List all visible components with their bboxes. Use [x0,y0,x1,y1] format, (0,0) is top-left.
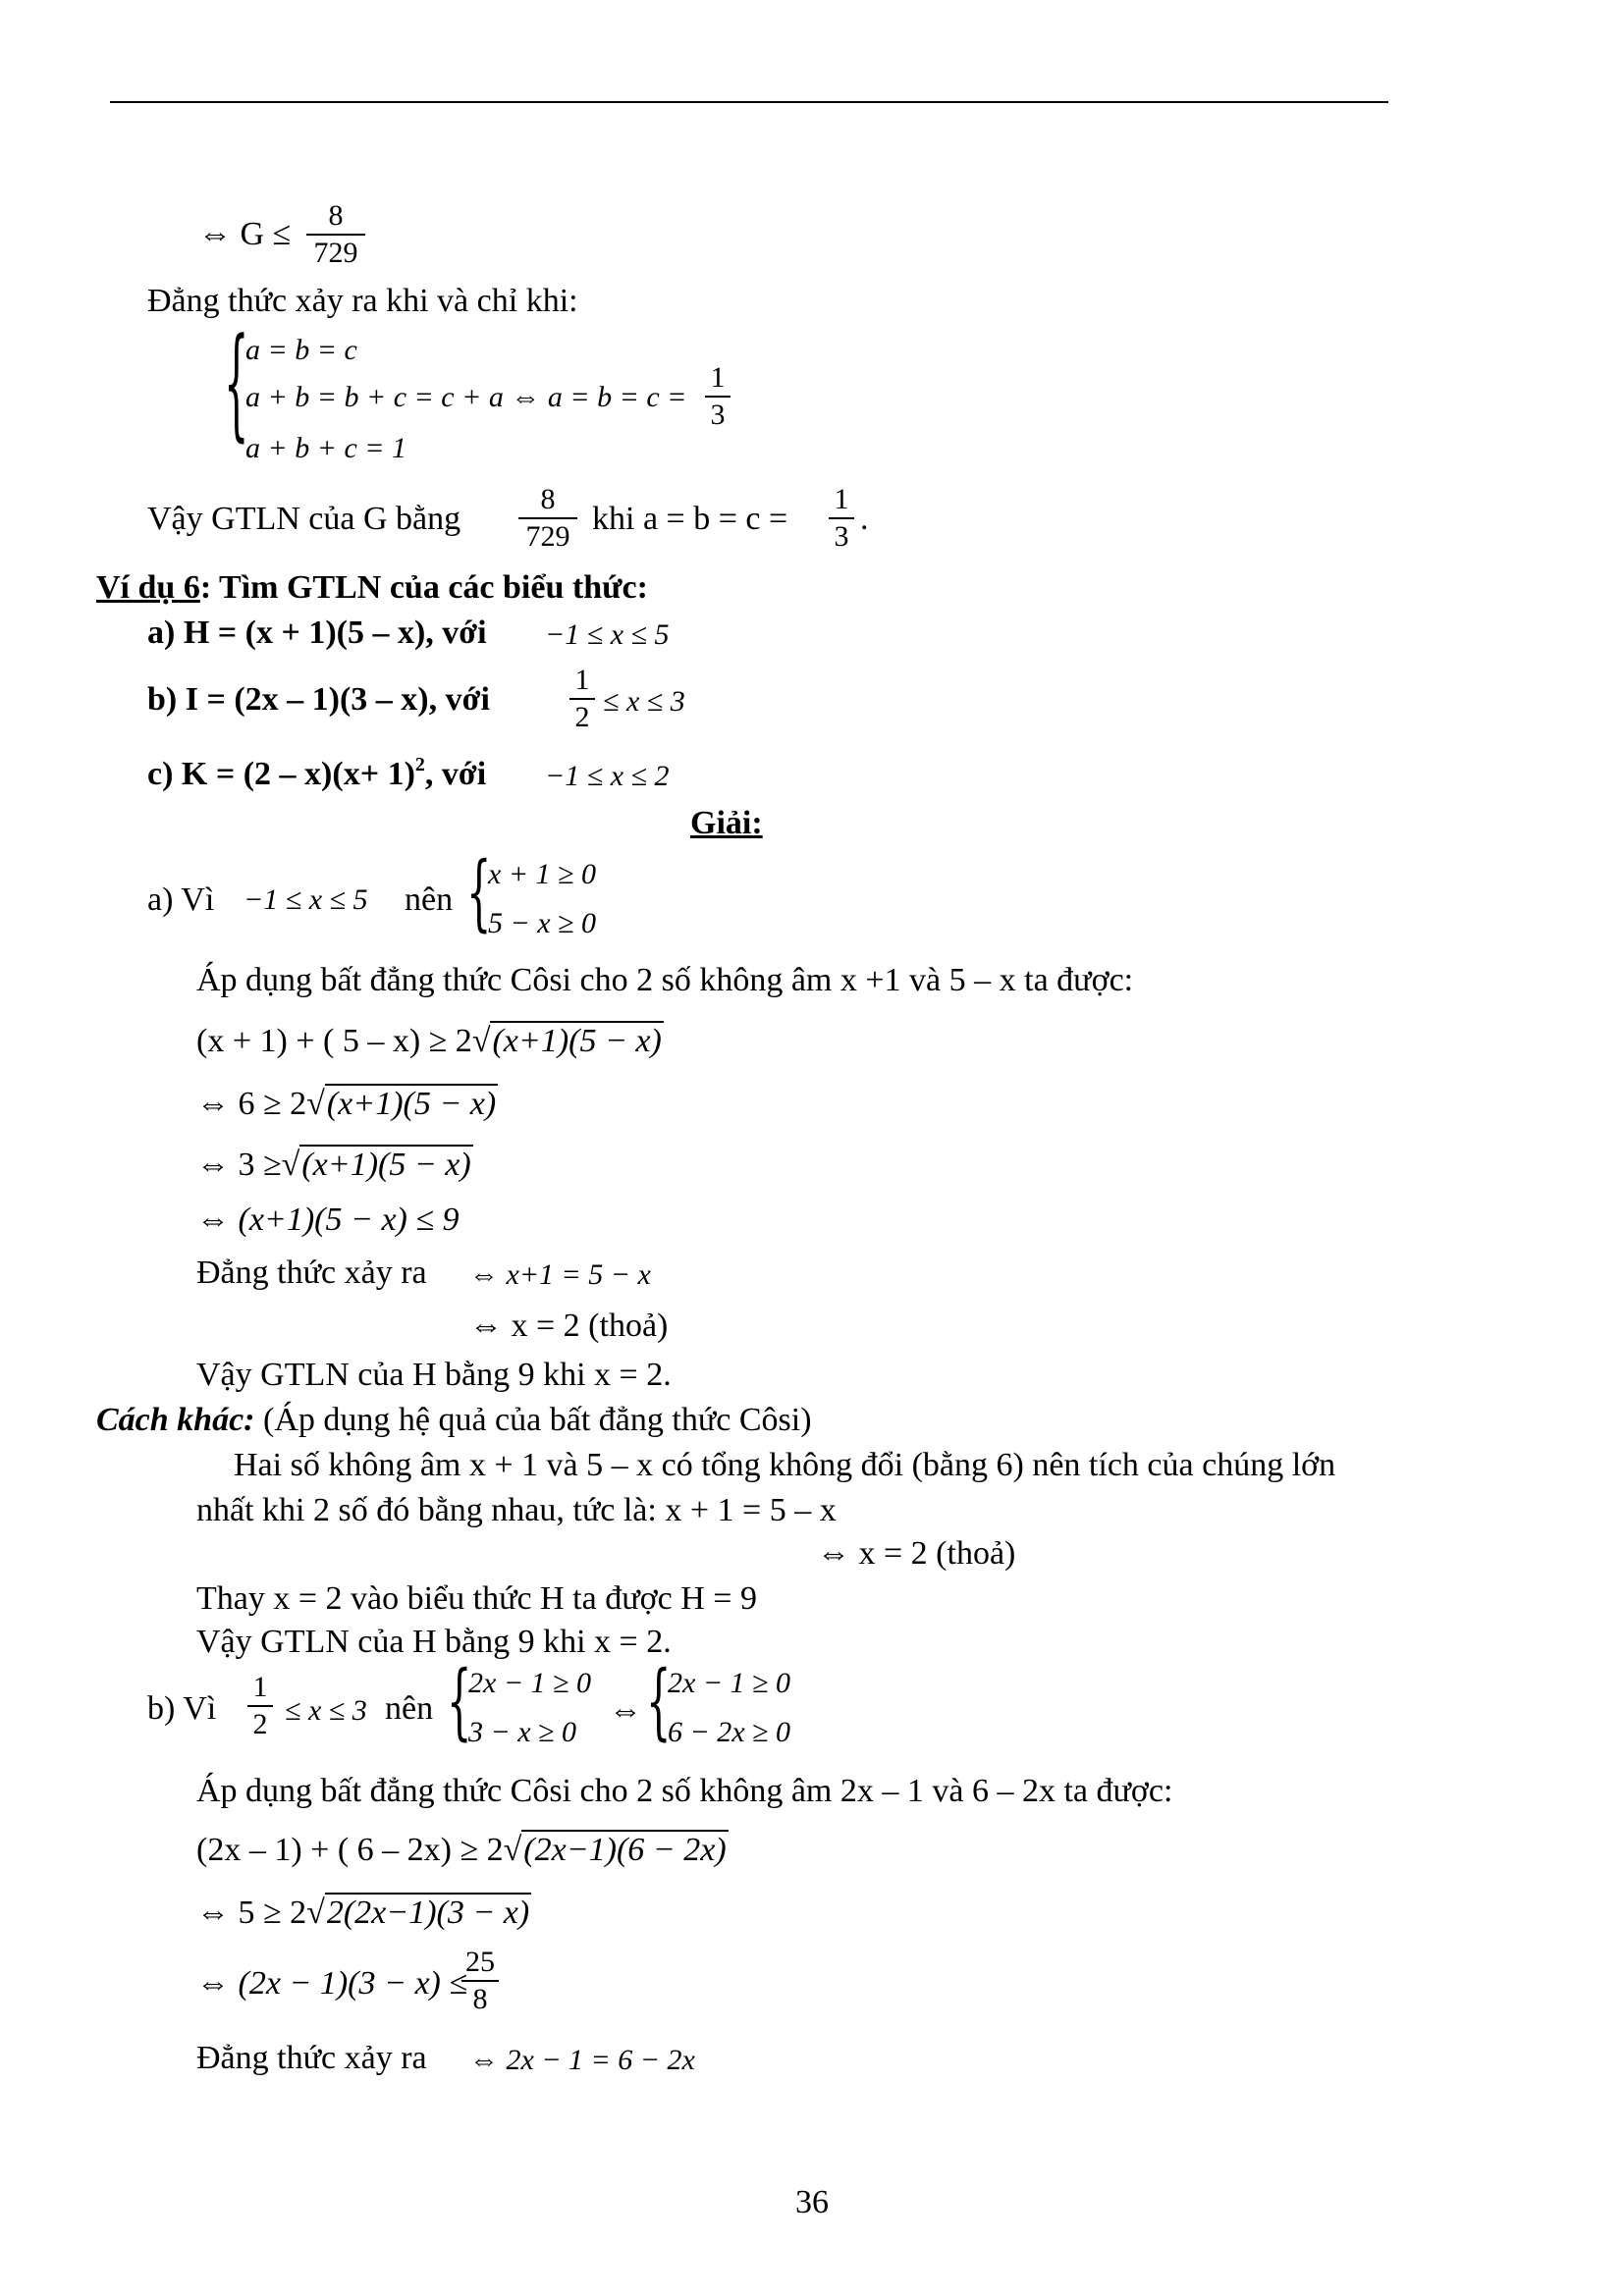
header-rule [110,101,1388,103]
solution-b-equality-eq: ⇔ 2x − 1 = 6 − 2x [469,2044,695,2076]
alternative-l3: ⇔ x = 2 (thoả) [817,1535,1016,1572]
solution-b-equality: Đẳng thức xảy ra [196,2040,427,2076]
solution-b-cond: ≤ x ≤ 3 [285,1694,367,1727]
fraction-25-8: 25 8 [461,1948,499,2014]
system-brace: { [466,845,492,941]
example-6-heading: Ví dụ 6: Tìm GTLN của các biểu thức: [96,569,648,606]
alternative-heading: Cách khác: (Áp dụng hệ quả của bất đẳng thức Côsi) [96,1402,812,1438]
conclusion-g-mid: khi a = b = c = [592,501,788,537]
iff-symbol: ⇔ [609,1692,642,1729]
conclusion-g: Vậy GTLN của G bằng [147,501,461,537]
solution-a-conclusion: Vậy GTLN của H bằng 9 khi x = 2. [196,1357,672,1393]
period: . [860,501,869,537]
solution-a-intro: a) Vì [147,881,215,918]
solution-b-sys-3: 2x − 1 ≥ 0 [668,1667,791,1699]
solution-a-eq2: ⇔ 6 ≥ 2√(x+1)(5 − x) [196,1086,497,1122]
solution-b-apply: Áp dụng bất đẳng thức Côsi cho 2 số không âm 2x – 1 và 6 – 2x ta được: [196,1773,1173,1809]
solution-b-eq3: ⇔ (2x − 1)(3 − x) ≤ [196,1965,468,2002]
system-brace: { [447,1654,472,1750]
solution-a-x2: ⇔ x = 2 (thoả) [469,1308,669,1344]
alternative-l5: Vậy GTLN của H bằng 9 khi x = 2. [196,1624,672,1660]
alternative-l2: nhất khi 2 số đó bằng nhau, tức là: x + 1 = 5 – x [196,1492,837,1528]
solution-b-sys-1: 2x − 1 ≥ 0 [468,1667,592,1699]
solution-b-sys-4: 6 − 2x ≥ 0 [668,1716,791,1748]
fraction-8-729-b: 8 729 [518,485,577,552]
problem-b: b) I = (2x – 1)(3 – x), với [147,681,490,718]
solution-a-equality-eq: ⇔ x+1 = 5 − x [469,1258,651,1291]
fraction-1-3: 1 3 [705,363,731,430]
solution-b-sys-2: 3 − x ≥ 0 [468,1716,577,1748]
fraction-8-729: 8 729 [306,201,365,268]
fraction-1-3-b: 1 3 [829,485,854,552]
line-g-bound [198,218,291,251]
solution-a-equality: Đẳng thức xảy ra [196,1255,427,1291]
solution-a-cond: −1 ≤ x ≤ 5 [244,883,368,916]
text: ⇔ G ≤ [198,216,292,252]
alternative-l4: Thay x = 2 vào biểu thức H ta được H = 9 [196,1580,757,1617]
problem-c: c) $K = (2 - x)(x+ 1)^2$, với [147,754,487,792]
system-row-1: a = b = c [245,334,357,366]
solution-b-intro: b) Vì [147,1690,217,1727]
problem-a-condition: −1 ≤ x ≤ 5 [545,618,670,651]
system-row-3: a + b + c = 1 [245,432,407,464]
solution-a-eq4: ⇔ (x+1)(5 − x) ≤ 9 [196,1201,460,1238]
text-nen: nên [405,881,454,918]
equality-intro: Đẳng thức xảy ra khi và chỉ khi: [147,283,578,319]
solution-a-sys-2: 5 − x ≥ 0 [488,907,597,939]
solution-b-eq2: ⇔ 5 ≥ 2√2(2x−1)(3 − x) [196,1895,530,1931]
problem-a: a) H = (x + 1)(5 – x), với [147,614,487,651]
system-brace: { [646,1654,672,1750]
alternative-l1: Hai số không âm x + 1 và 5 – x có tổng không đổi (bằng 6) nên tích của chúng lớn [234,1447,1336,1483]
problem-c-condition: −1 ≤ x ≤ 2 [545,760,670,792]
solution-a-eq3: ⇔ 3 ≥√(x+1)(5 − x) [196,1147,471,1183]
system-brace: { [224,314,249,455]
solution-a-apply: Áp dụng bất đẳng thức Côsi cho 2 số không âm x +1 và 5 – x ta được: [196,962,1134,998]
solution-heading: Giải: [690,805,763,841]
solution-a-sys-1: x + 1 ≥ 0 [488,858,597,890]
page-number: 36 [795,2184,829,2220]
fraction-1-2-b: 1 2 [247,1673,273,1739]
text-nen-b: nên [385,1690,434,1727]
fraction-1-2: 1 2 [569,666,595,732]
problem-b-condition: ≤ x ≤ 3 [603,685,685,718]
solution-a-eq1: (x + 1) + ( 5 – x) ≥ 2√(x+1)(5 − x) [196,1023,662,1059]
system-row-2: a + b = b + c = c + a ⇔ a = b = c = [245,381,687,413]
solution-b-eq1: (2x – 1) + ( 6 – 2x) ≥ 2√(2x−1)(6 − 2x) [196,1832,727,1868]
